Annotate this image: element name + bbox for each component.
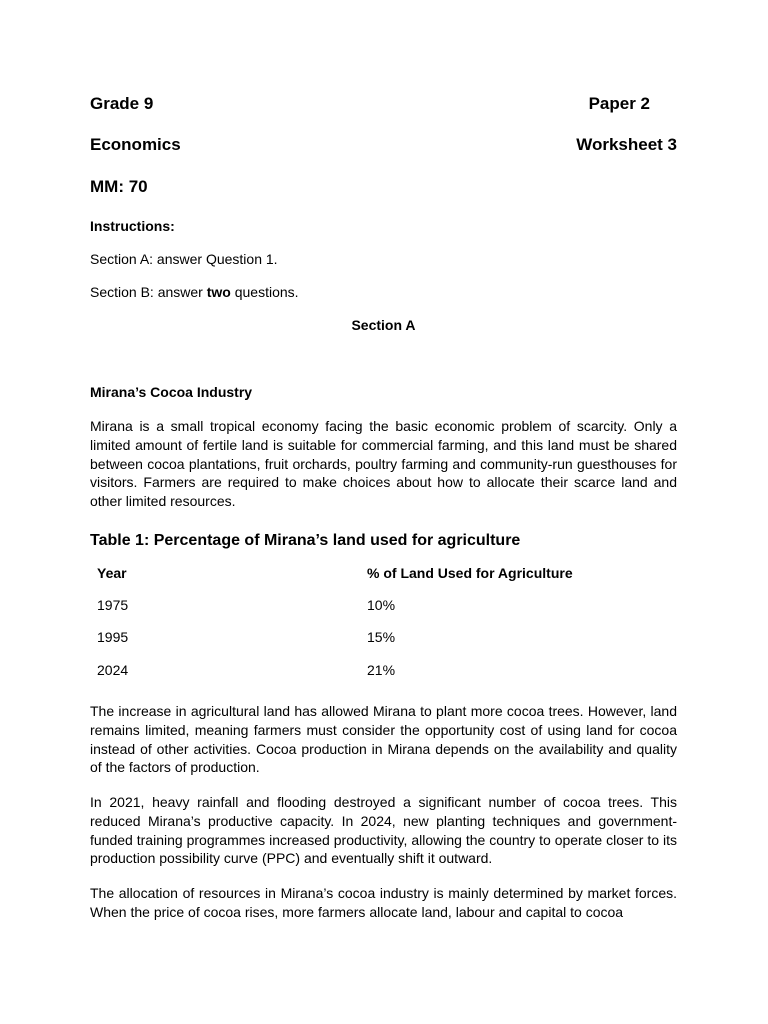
- section-title: Section A: [351, 317, 416, 333]
- paragraph-4: The allocation of resources in Mirana’s cocoa industry is mainly determined by market forces. When the price of cocoa rises, more farmers allocate land, labour and capital to cocoa: [90, 885, 677, 920]
- table-row: [90, 596, 677, 614]
- table-cell-percent: 15%: [367, 629, 396, 645]
- paper-label: Paper 2: [588, 94, 650, 113]
- table-header-row: [90, 564, 677, 582]
- table-header-year: Year: [97, 565, 127, 581]
- table-header-percent: % of Land Used for Agriculture: [367, 565, 573, 581]
- table-row: [90, 628, 677, 646]
- worksheet-label: Worksheet 3: [576, 135, 677, 154]
- header-row-2: [90, 135, 677, 155]
- paragraph-3: In 2021, heavy rainfall and flooding destroyed a significant number of cocoa trees. This reduced Mirana’s productive capacity. In 2024, new planting techniques and government-funded training programmes increased productivity, allowing the country to operate closer to its production possibility curve (PPC) and eventually shift it outward.: [90, 794, 677, 867]
- instruction-section-b-bold: two: [206, 284, 231, 300]
- max-marks: MM: 70: [90, 177, 148, 196]
- instruction-section-a: Section A: answer Question 1.: [90, 251, 278, 267]
- instruction-section-b: [90, 283, 299, 301]
- instruction-section-b-prefix: Section B: answer: [90, 284, 207, 300]
- table-row: [90, 661, 677, 679]
- grade-label: Grade 9: [90, 94, 154, 113]
- case-study-title: Mirana’s Cocoa Industry: [90, 384, 253, 400]
- table-cell-year: 1995: [97, 629, 129, 645]
- table-cell-percent: 10%: [367, 597, 396, 613]
- table-cell-percent: 21%: [367, 662, 396, 678]
- table-title: Table 1: Percentage of Mirana’s land used for agriculture: [90, 532, 521, 549]
- paragraph-1: Mirana is a small tropical economy facing the basic economic problem of scarcity. Only a limited amount of fertile land is suitable for commercial farming, and this land must be shared between cocoa plantations, fruit orchards, poultry farming and community-run guesthouses for visitors. Farmers are required to make choices about how to allocate their scarce land and other limited resources.: [90, 418, 677, 510]
- header-row-1: [90, 94, 677, 114]
- table-cell-year: 2024: [97, 662, 129, 678]
- subject-label: Economics: [90, 135, 181, 154]
- instructions-title: Instructions:: [90, 218, 175, 234]
- table-cell-year: 1975: [97, 597, 129, 613]
- paragraph-2: The increase in agricultural land has allowed Mirana to plant more cocoa trees. However, land remains limited, meaning farmers must consider the opportunity cost of using land for cocoa instead of other activities. Cocoa production in Mirana depends on the availability and quality of the factors of production.: [90, 703, 677, 776]
- instruction-section-b-suffix: questions.: [230, 284, 299, 300]
